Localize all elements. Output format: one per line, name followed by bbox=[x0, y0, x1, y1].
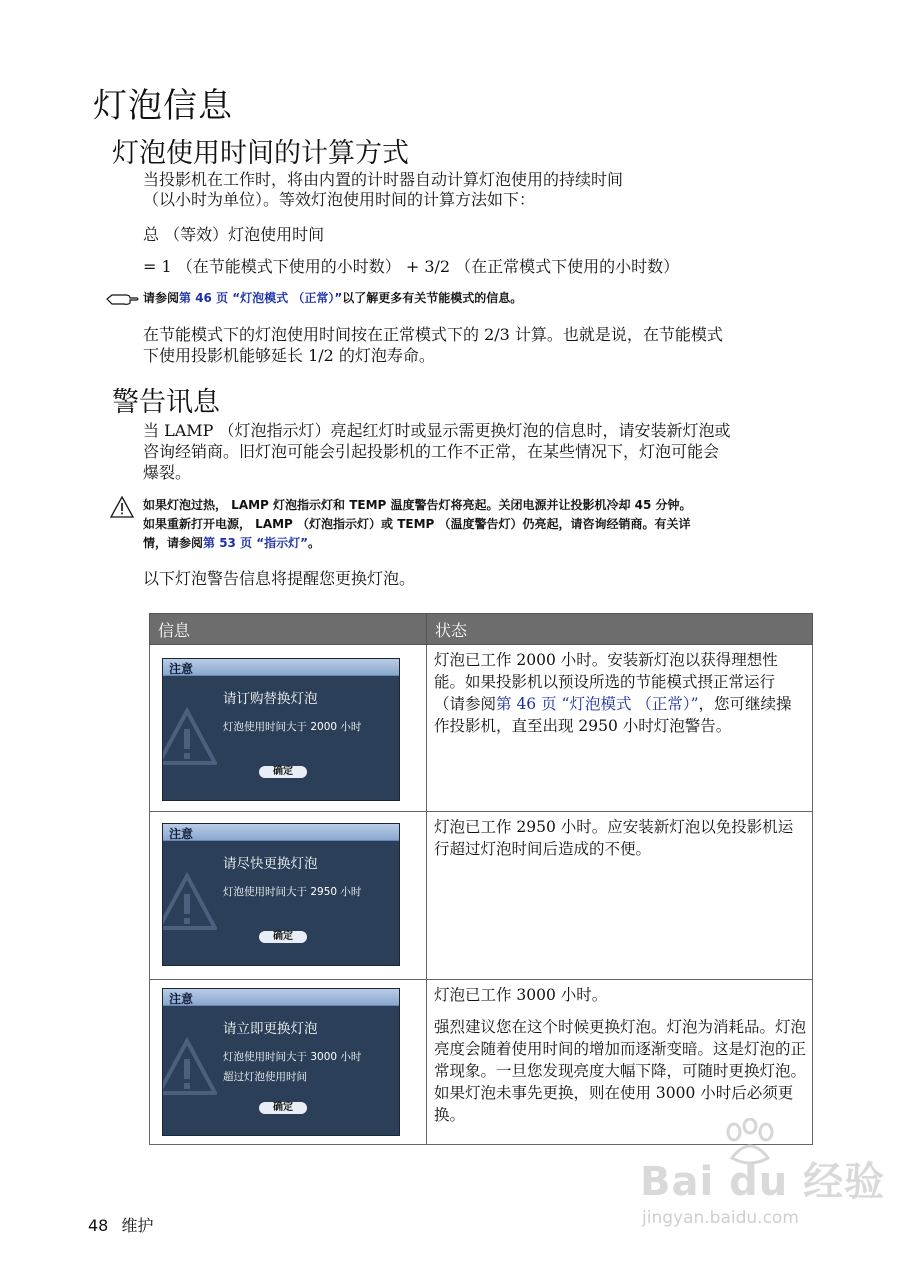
osd-header-bar bbox=[163, 824, 399, 841]
table-row bbox=[150, 980, 813, 1145]
column-header-message: 信息 bbox=[150, 614, 427, 645]
osd-header-label: 注意 bbox=[169, 827, 194, 841]
calc-paragraph-line2: （以小时为单位）。等效灯泡使用时间的计算方法如下： bbox=[143, 190, 536, 209]
osd-ok-button[interactable]: 确定 bbox=[259, 1102, 307, 1114]
status-text: 灯泡已工作 3000 小时。 bbox=[434, 986, 608, 1004]
osd-ok-button[interactable]: 确定 bbox=[259, 931, 307, 943]
osd-warning-2000 bbox=[162, 658, 400, 801]
osd-header-label: 注意 bbox=[169, 992, 194, 1006]
caution-triangle-icon bbox=[110, 496, 134, 518]
osd-warning-3000 bbox=[162, 988, 400, 1136]
status-text: 灯泡已工作 2000 小时。安装新灯泡以获得理想性能。如果投影机以预设所选的节能模式摂正常运行 （请参阅 bbox=[434, 651, 778, 713]
caution-line3-prefix: 情，请参阅 bbox=[143, 536, 204, 550]
warning-paragraph-line2: 咨询经销商。旧灯泡可能会引起投影机的工作不正常，在某些情况下，灯泡可能会 bbox=[143, 442, 720, 461]
osd-detail: 灯泡使用时间大于 2000 小时 bbox=[223, 721, 362, 733]
osd-warning-2950 bbox=[162, 823, 400, 966]
table-row bbox=[150, 645, 813, 812]
caution-line3-suffix: 。 bbox=[308, 536, 321, 550]
formula: = 1 （在节能模式下使用的小时数） + 3/2 （在正常模式下使用的小时数） bbox=[143, 257, 680, 276]
table-intro: 以下灯泡警告信息将提醒您更换灯泡。 bbox=[143, 569, 416, 588]
pointing-hand-icon bbox=[106, 290, 140, 308]
watermark-brand: Bai du 经验 bbox=[640, 1159, 886, 1205]
caution-line2: 如果重新打开电源， LAMP （灯泡指示灯）或 TEMP （温度警告灯）仍亮起，请咨询经销商。有关详 bbox=[143, 517, 691, 531]
formula-label: 总 （等效）灯泡使用时间 bbox=[143, 225, 325, 244]
warning-paragraph-line1: 当 LAMP （灯泡指示灯）亮起红灯时或显示需更换灯泡的信息时，请安装新灯泡或 bbox=[143, 421, 731, 440]
caution-line3 bbox=[143, 533, 320, 553]
lamp-message-table bbox=[149, 613, 813, 1145]
calc-paragraph-line1: 当投影机在工作时，将由内置的计时器自动计算灯泡使用的持续时间 bbox=[143, 170, 624, 189]
message-cell bbox=[150, 980, 427, 1145]
table-row bbox=[150, 812, 813, 980]
note-lamp-mode bbox=[143, 288, 522, 308]
status-text-continued: ，您可继续操作投影机，直至出现 2950 小时灯泡警告。 bbox=[434, 695, 792, 735]
status-text-detail: 强烈建议您在这个时候更换灯泡。灯泡为消耗品。灯泡亮度会随着使用时间的增加而逐渐变暗。这是灯泡的正常现象。一旦您发现亮度大幅下降，可随时更换灯泡。如果灯泡未事先更换，则在使用 3000 小时后必须更换。 bbox=[434, 1018, 807, 1124]
osd-header-label: 注意 bbox=[169, 662, 194, 676]
section-heading-warning: 警告讯息 bbox=[112, 387, 220, 418]
status-link-lamp-mode[interactable]: 第 46 页 “灯泡模式 （正常）” bbox=[496, 695, 699, 713]
osd-detail: 灯泡使用时间大于 3000 小时 bbox=[223, 1051, 362, 1063]
warning-paragraph-line3: 爆裂。 bbox=[143, 463, 192, 482]
warning-triangle-icon bbox=[162, 872, 217, 932]
page-footer bbox=[88, 1213, 153, 1236]
eco-paragraph-line2: 下使用投影机能够延长 1/2 的灯泡寿命。 bbox=[143, 346, 435, 365]
osd-title: 请尽快更换灯泡 bbox=[223, 856, 318, 872]
caution-line1: 如果灯泡过热， LAMP 灯泡指示灯和 TEMP 温度警告灯将亮起。关闭电源并让投影机冷却 45 分钟。 bbox=[143, 498, 692, 512]
note-link-lamp-mode[interactable]: 第 46 页 “灯泡模式 （正常）” bbox=[179, 291, 343, 305]
watermark-url: jingyan.baidu.com bbox=[642, 1208, 799, 1228]
warning-triangle-icon bbox=[162, 1037, 217, 1097]
column-header-status: 状态 bbox=[427, 614, 813, 645]
caution-link-indicators[interactable]: 第 53 页 “指示灯” bbox=[203, 536, 309, 550]
message-cell bbox=[150, 812, 427, 980]
section-heading-calc: 灯泡使用时间的计算方式 bbox=[112, 138, 409, 169]
osd-detail: 灯泡使用时间大于 2950 小时 bbox=[223, 886, 362, 898]
osd-header-bar bbox=[163, 989, 399, 1006]
warning-triangle-icon bbox=[162, 707, 217, 767]
status-cell bbox=[427, 645, 813, 812]
osd-title: 请订购替换灯泡 bbox=[223, 691, 318, 707]
status-text: 灯泡已工作 2950 小时。应安装新灯泡以免投影机运行超过灯泡时间后造成的不便。 bbox=[434, 818, 794, 858]
osd-header-bar bbox=[163, 659, 399, 676]
note-prefix: 请参阅 bbox=[143, 291, 180, 305]
page-title: 灯泡信息 bbox=[93, 86, 233, 126]
osd-detail-2: 超过灯泡使用时间 bbox=[223, 1071, 307, 1083]
status-cell bbox=[427, 812, 813, 980]
note-suffix: 以了解更多有关节能模式的信息。 bbox=[342, 291, 523, 305]
footer-section: 维护 bbox=[121, 1216, 154, 1235]
table-header-row bbox=[150, 614, 813, 645]
osd-title: 请立即更换灯泡 bbox=[223, 1021, 318, 1037]
eco-paragraph-line1: 在节能模式下的灯泡使用时间按在正常模式下的 2/3 计算。也就是说，在节能模式 bbox=[143, 325, 723, 344]
osd-ok-button[interactable]: 确定 bbox=[259, 766, 307, 778]
message-cell bbox=[150, 645, 427, 812]
page-number: 48 bbox=[88, 1216, 109, 1235]
